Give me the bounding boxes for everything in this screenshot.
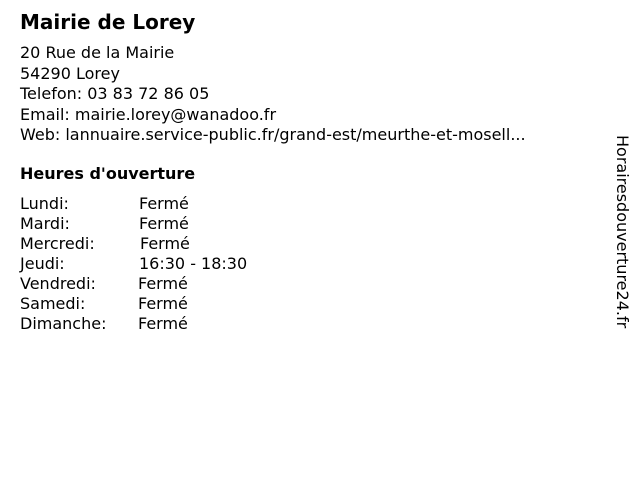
day-label: Samedi:: [20, 294, 86, 313]
day-label: Dimanche:: [20, 314, 107, 333]
day-hours: Fermé: [140, 234, 190, 253]
day-hours: Fermé: [138, 274, 188, 293]
street-address: 20 Rue de la Mairie: [20, 43, 175, 62]
website-url: Web: lannuaire.service-public.fr/grand-est/meurthe-et-mosell...: [20, 125, 526, 144]
page-title: Mairie de Lorey: [20, 10, 196, 34]
opening-hours-heading: Heures d'ouverture: [20, 164, 196, 183]
email-address: Email: mairie.lorey@wanadoo.fr: [20, 104, 277, 124]
day-hours: Fermé: [139, 194, 189, 213]
day-hours: Fermé: [138, 294, 188, 313]
day-label: Lundi:: [20, 194, 69, 213]
day-hours: Fermé: [138, 314, 188, 333]
day-label: Mercredi:: [20, 234, 95, 253]
day-hours: 16:30 - 18:30: [139, 254, 248, 273]
day-label: Jeudi:: [20, 254, 65, 273]
day-label: Mardi:: [20, 214, 70, 233]
city-postcode: 54290 Lorey: [20, 63, 120, 83]
address-block: [20, 43, 526, 146]
site-watermark: Horairesdouverture24.fr: [613, 135, 632, 329]
day-hours: Fermé: [139, 214, 189, 233]
day-label: Vendredi:: [20, 274, 96, 293]
phone-number: Telefon: 03 83 72 86 05: [20, 84, 210, 103]
